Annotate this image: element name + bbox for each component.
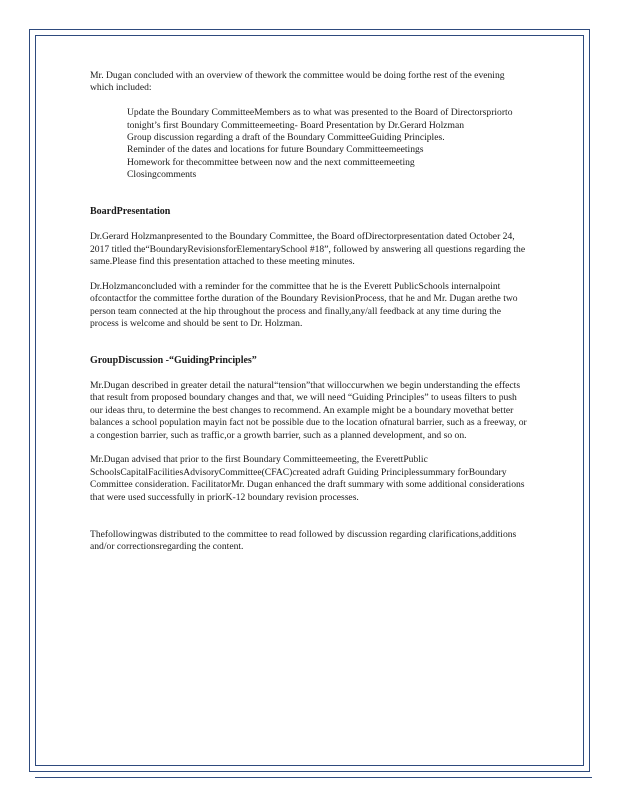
list-item-text: Closingcomments	[127, 169, 197, 181]
list-item	[90, 132, 530, 144]
bottom-rule	[35, 777, 592, 778]
list-item	[90, 157, 530, 169]
group-discussion-paragraph-1: Mr.Dugan described in greater detail the natural“tension”that willoccurwhen we begin understanding the effects that result from proposed boundary changes and that, we will need “Guiding Principles” to useas filters to push our ideas thru, to determine the best changes to recommend. An example might be a boundary movethat better balances a school population mayin fact not be possible due to the location ofnatural barrier, such as a freeway, or a congestion barrier, such as traffic,or a growth barrier, such as a planned development, and so on.	[90, 380, 527, 441]
section-heading-group-discussion: GroupDiscussion -“GuidingPrinciples”	[90, 355, 257, 367]
list-item-text: Group discussion regarding a draft of the Boundary CommitteeGuiding Principles.	[127, 132, 445, 144]
board-presentation-paragraph-2: Dr.Holzmanconcluded with a reminder for the committee that he is the Everett PublicSchools internalpoint ofcontactfor the committee forthe duration of the Boundary RevisionProcess, that he and Mr. Dugan arethe two person team connected at the hip throughout the process and finally,any/all feedback at any time during the process is welcome and should be sent to Dr. Holzman.	[90, 280, 518, 330]
intro-paragraph: Mr. Dugan concluded with an overview of thework the committee would be doing forthe rest of the evening which included:	[90, 70, 505, 94]
list-item	[90, 144, 530, 156]
list-item-text: Update the Boundary CommitteeMembers as to what was presented to the Board of Directorspriorto tonight’s first Boundary Committeemeeting- Board Presentation by Dr.Gerard Holzman	[127, 107, 513, 131]
group-discussion-paragraph-3: Thefollowingwas distributed to the committee to read followed by discussion regarding clarifications,additions and/or correctionsregarding the content.	[90, 528, 517, 553]
agenda-list	[90, 107, 530, 181]
list-item	[90, 169, 530, 181]
list-item-text: Homework for thecommittee between now and the next committeemeeting	[127, 156, 415, 168]
group-discussion-paragraph-2: Mr.Dugan advised that prior to the first Boundary Committeemeeting, the EverettPublic SchoolsCapitalFacilitiesAdvisoryCommittee(CFAC)created adraft Guiding Principlessummary forBoundary Committee consideration. FacilitatorMr. Dugan enhanced the draft summary with some additional considerations that were used successfully in priorK-12 boundary revision processes.	[90, 454, 525, 503]
list-item-text: Reminder of the dates and locations for future Boundary Committeemeetings	[127, 144, 424, 156]
board-presentation-paragraph-1: Dr.Gerard Holzmanpresented to the Boundary Committee, the Board ofDirectorpresentation dated October 24, 2017 titled the“BoundaryRevisionsforElementarySchool #18”, followed by answering all questions regarding the same.Please find this presentation attached to these meeting minutes.	[90, 231, 526, 268]
section-heading-board-presentation: BoardPresentation	[90, 206, 171, 218]
document-body	[90, 70, 530, 554]
list-item	[90, 107, 530, 132]
